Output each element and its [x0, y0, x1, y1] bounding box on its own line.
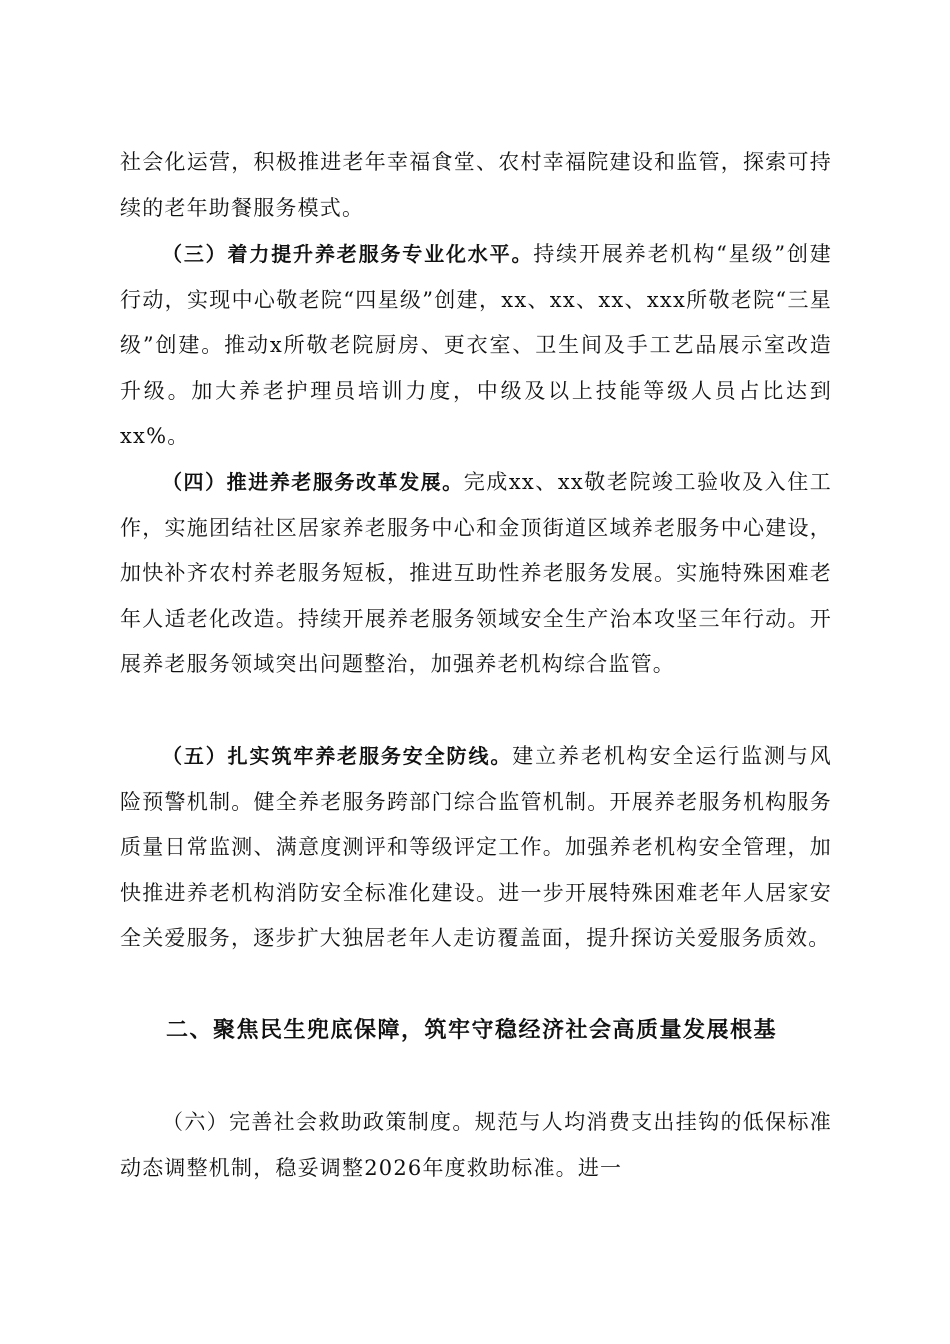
section-6-body: 规范与人均消费支出挂钩的低保标准动态调整机制，稳妥调整2026年度救助标准。进一	[120, 1110, 832, 1180]
paragraph-continued: 社会化运营，积极推进老年幸福食堂、农村幸福院建设和监管，探索可持续的老年助餐服务模式。	[120, 150, 832, 220]
section-4-heading: （四）推进养老服务改革发展。	[162, 470, 464, 494]
section-5-body: 建立养老机构安全运行监测与风险预警机制。健全养老服务跨部门综合监管机制。开展养老服务机构服务质量日常监测、满意度测评和等级评定工作。加强养老机构安全管理，加快推进养老机构消防安全标准化建设。进一步开展特殊困难老年人居家安全关爱服务，逐步扩大独居老年人走访覆盖面，提升探访关爱服务质效。	[120, 744, 832, 951]
paragraph-section-3	[120, 232, 832, 460]
section-3-heading: （三）着力提升养老服务专业化水平。	[162, 242, 534, 266]
paragraph-section-5	[120, 734, 832, 962]
section-5-heading: （五）扎实筑牢养老服务安全防线。	[162, 744, 513, 768]
paragraph-section-6	[120, 1100, 832, 1191]
paragraph-section-4	[120, 460, 832, 688]
section-3-body: 持续开展养老机构“星级”创建行动，实现中心敬老院“四星级”创建，xx、xx、xx、xxx所敬老院“三星级”创建。推动x所敬老院厨房、更衣室、卫生间及手工艺品展示室改造升级。加大养老护理员培训力度，中级及以上技能等级人员占比达到xx%。	[120, 242, 832, 449]
section-4-body: 完成xx、xx敬老院竣工验收及入住工作，实施团结社区居家养老服务中心和金顶街道区域养老服务中心建设，加快补齐农村养老服务短板，推进互助性养老服务发展。实施特殊困难老年人适老化改造。持续开展养老服务领域安全生产治本攻坚三年行动。开展养老服务领域突出问题整治，加强养老机构综合监管。	[120, 470, 832, 677]
section-6-heading: （六）完善社会救助政策制度。	[162, 1110, 475, 1134]
chapter-heading-2: 二、聚焦民生兜底保障，筑牢守稳经济社会高质量发展根基	[166, 1018, 778, 1043]
